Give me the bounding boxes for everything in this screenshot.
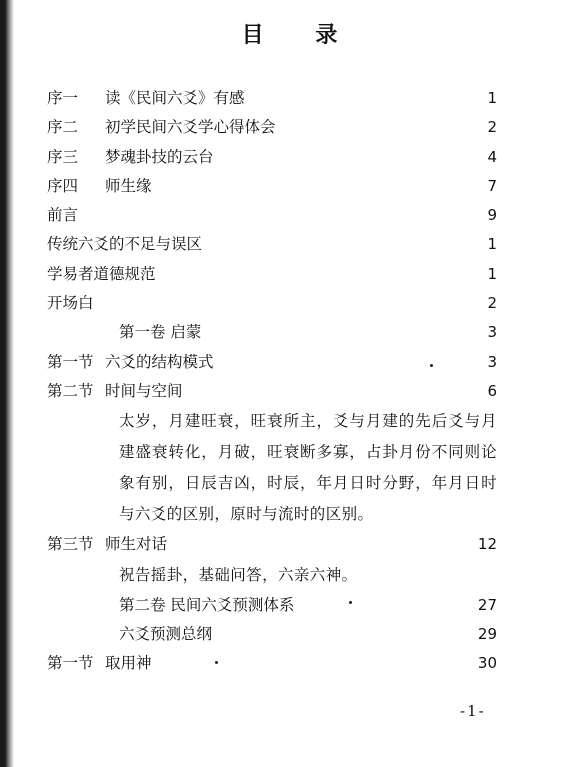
toc-entry-label: 六爻预测总纲 <box>119 624 213 643</box>
toc-entry-page: 1 <box>487 89 497 107</box>
toc-entry[interactable] <box>47 289 497 318</box>
page-title: 目 录 <box>241 22 360 48</box>
toc-entry[interactable] <box>47 377 497 406</box>
scan-speck <box>349 601 352 604</box>
toc-entry[interactable] <box>47 113 497 142</box>
toc-entry-label: 第二卷 民间六爻预测体系 <box>119 595 295 614</box>
toc-entry[interactable] <box>47 260 497 289</box>
toc-entry-label: 前言 <box>47 206 79 225</box>
toc-entry-label: 学易者道德规范 <box>47 264 156 283</box>
toc-entry-title: 初学民间六爻学心得体会 <box>105 118 276 137</box>
toc-entry-page: 30 <box>477 654 497 673</box>
table-of-contents <box>47 84 497 678</box>
toc-entry-description: 太岁，月建旺衰，旺衰所主，爻与月建的先后爻与月建盛衰转化，月破，旺衰断多寡，占卦月份不同则论象有别，日辰吉凶，时辰，年月日时分野，年月日时与六爻的区别，原时与流时的区别。 <box>119 412 497 524</box>
toc-entry[interactable] <box>47 649 497 678</box>
toc-entry-title: 取用神 <box>105 654 152 673</box>
toc-entry-title: 读《民间六爻》有感 <box>105 89 245 107</box>
toc-entry-page: 7 <box>487 176 497 195</box>
toc-entry-title: 师生对话 <box>105 535 168 554</box>
toc-entry-title: 师生缘 <box>105 176 152 195</box>
toc-entry-label: 第三节 <box>47 535 94 554</box>
scan-speck <box>215 661 218 664</box>
page-edge-shadow <box>0 0 14 767</box>
toc-entry-page: 27 <box>477 595 497 614</box>
toc-entry-label: 序二 <box>47 118 79 137</box>
toc-entry-page: 2 <box>487 294 497 313</box>
toc-entry-page: 29 <box>477 624 497 643</box>
toc-entry[interactable] <box>47 172 497 201</box>
toc-volume-entry[interactable] <box>47 591 497 620</box>
toc-entry[interactable] <box>47 230 497 259</box>
toc-entry-page: 9 <box>487 206 497 225</box>
toc-entry-label: 序一 <box>47 89 79 107</box>
toc-entry-label: 第一节 <box>47 654 94 673</box>
toc-entry-page: 6 <box>487 381 497 400</box>
toc-entry[interactable] <box>47 84 497 113</box>
toc-entry[interactable] <box>47 530 497 559</box>
toc-entry-title: 六爻的结构模式 <box>105 352 214 371</box>
toc-entry-label: 序四 <box>47 176 79 195</box>
toc-entry-page: 1 <box>487 235 497 254</box>
toc-entry-title: 梦魂卦技的云台 <box>105 147 214 166</box>
toc-entry-title: 时间与空间 <box>105 381 183 400</box>
scan-speck <box>430 364 433 367</box>
toc-entry-page: 3 <box>487 352 497 371</box>
page-number: -1- <box>460 702 486 720</box>
toc-entry-page: 12 <box>477 535 497 554</box>
toc-entry-label: 序三 <box>47 147 79 166</box>
toc-entry-page: 4 <box>487 147 497 166</box>
toc-entry-label: 传统六爻的不足与误区 <box>47 235 203 254</box>
toc-entry[interactable] <box>47 348 497 377</box>
toc-entry[interactable] <box>47 201 497 230</box>
toc-entry-label: 第一节 <box>47 352 94 371</box>
toc-entry-page: 2 <box>487 118 497 137</box>
toc-entry[interactable] <box>47 620 497 649</box>
toc-entry[interactable] <box>47 143 497 172</box>
toc-entry-label: 第一卷 启蒙 <box>119 323 202 342</box>
toc-entry-label: 开场白 <box>47 294 94 313</box>
toc-entry-description: 祝告摇卦，基础问答，六亲六神。 <box>119 565 358 584</box>
toc-entry-page: 1 <box>487 264 497 283</box>
toc-entry-page: 3 <box>487 323 497 342</box>
toc-entry-label: 第二节 <box>47 381 94 400</box>
toc-volume-entry[interactable] <box>47 318 497 347</box>
